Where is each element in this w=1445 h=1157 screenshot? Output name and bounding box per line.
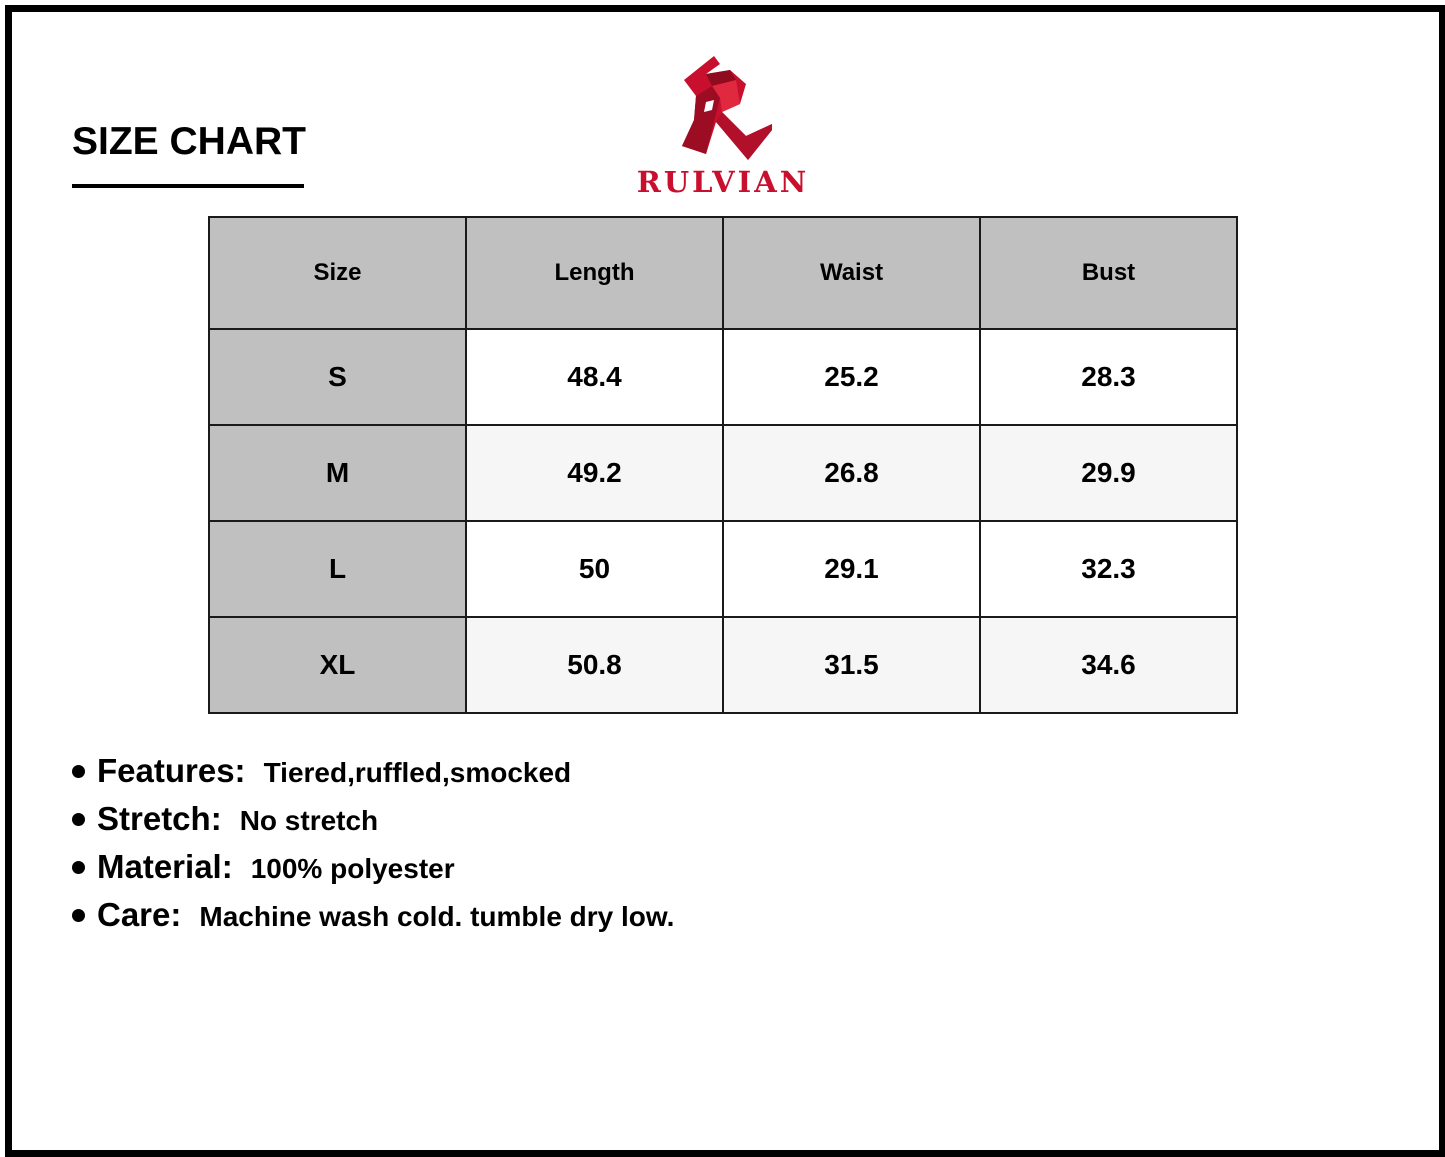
feature-label: Material: [97, 848, 233, 885]
table-row [209, 425, 1237, 521]
bullet-icon [72, 813, 85, 826]
feature-list [72, 752, 674, 944]
length-cell: 49.2 [466, 425, 723, 521]
bullet-icon [72, 909, 85, 922]
header-waist: Waist [723, 217, 980, 329]
feature-value: 100% polyester [250, 853, 455, 884]
feature-value: No stretch [239, 805, 379, 836]
feature-item-features [72, 752, 674, 800]
feature-label: Care: [97, 896, 182, 933]
feature-value: Tiered,ruffled,smocked [263, 757, 572, 788]
waist-cell: 29.1 [723, 521, 980, 617]
waist-cell: 26.8 [723, 425, 980, 521]
bullet-icon [72, 861, 85, 874]
waist-cell: 31.5 [723, 617, 980, 713]
header-size: Size [209, 217, 466, 329]
table-row [209, 329, 1237, 425]
table-row [209, 617, 1237, 713]
header-length: Length [466, 217, 723, 329]
bust-cell: 32.3 [980, 521, 1237, 617]
title-underline [72, 184, 304, 188]
bust-cell: 29.9 [980, 425, 1237, 521]
feature-item-stretch [72, 800, 674, 848]
size-cell: XL [209, 617, 466, 713]
length-cell: 48.4 [466, 329, 723, 425]
bullet-icon [72, 765, 85, 778]
feature-item-care [72, 896, 674, 944]
length-cell: 50.8 [466, 617, 723, 713]
length-cell: 50 [466, 521, 723, 617]
feature-label: Features: [97, 752, 246, 789]
size-cell: L [209, 521, 466, 617]
header-bust: Bust [980, 217, 1237, 329]
size-cell: M [209, 425, 466, 521]
feature-item-material [72, 848, 674, 896]
brand-logo-icon [676, 50, 772, 162]
feature-value: Machine wash cold. tumble dry low. [199, 901, 675, 932]
size-table [208, 216, 1238, 714]
page-title: SIZE CHART [72, 120, 306, 163]
brand-logo [620, 50, 826, 200]
brand-name: RULVIAN [636, 165, 810, 199]
waist-cell: 25.2 [723, 329, 980, 425]
bust-cell: 34.6 [980, 617, 1237, 713]
bust-cell: 28.3 [980, 329, 1237, 425]
table-row [209, 521, 1237, 617]
table-header-row [209, 217, 1237, 329]
size-cell: S [209, 329, 466, 425]
feature-label: Stretch: [97, 800, 222, 837]
